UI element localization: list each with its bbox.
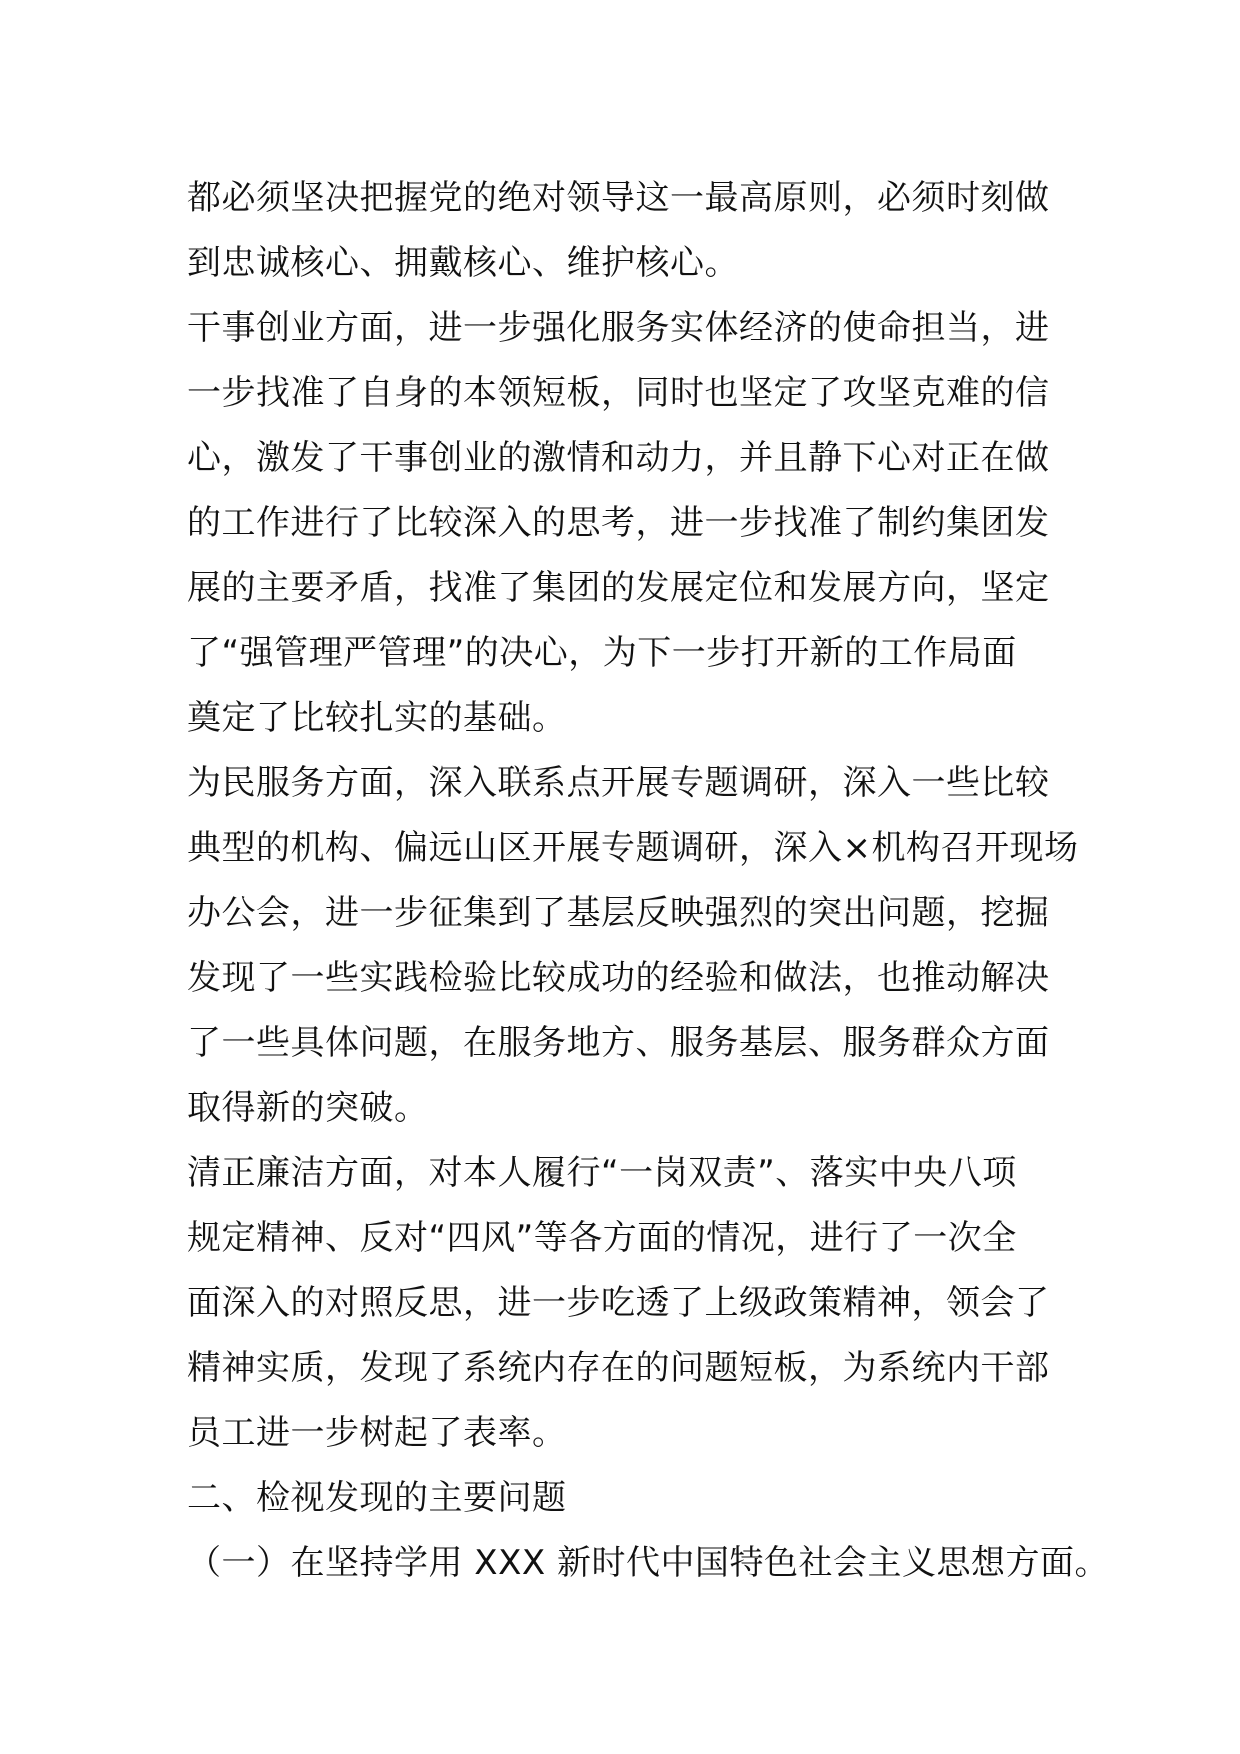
- text-line: 取得新的突破。: [187, 1088, 429, 1128]
- text-line: 奠定了比较扎实的基础。: [187, 698, 567, 738]
- text-line: 发现了一些实践检验比较成功的经验和做法，也推动解决: [187, 958, 1050, 998]
- text-line: 展的主要矛盾，找准了集团的发展定位和发展方向，坚定: [187, 568, 1050, 608]
- text-line: 面深入的对照反思，进一步吃透了上级政策精神，领会了: [187, 1283, 1050, 1323]
- document-body: [187, 166, 1109, 1596]
- text-line: 典型的机构、偏远山区开展专题调研，深入×机构召开现场: [187, 828, 1079, 868]
- subsection-heading: （一）在坚持学用 XXX 新时代中国特色社会主义思想方面。: [187, 1543, 1109, 1583]
- text-line: 一步找准了自身的本领短板，同时也坚定了攻坚克难的信: [187, 373, 1050, 413]
- text-line: 了“强管理严管理”的决心，为下一步打开新的工作局面: [187, 633, 1017, 673]
- text-line: 精神实质，发现了系统内存在的问题短板，为系统内干部: [187, 1348, 1050, 1388]
- text-line: 办公会，进一步征集到了基层反映强烈的突出问题，挖掘: [187, 893, 1050, 933]
- text-line: 员工进一步树起了表率。: [187, 1413, 567, 1453]
- text-line: 规定精神、反对“四风”等各方面的情况，进行了一次全: [187, 1218, 1017, 1258]
- text-line: 都必须坚决把握党的绝对领导这一最高原则，必须时刻做: [187, 178, 1050, 218]
- text-line: 为民服务方面，深入联系点开展专题调研，深入一些比较: [187, 763, 1050, 803]
- section-heading: 二、检视发现的主要问题: [187, 1478, 567, 1518]
- text-line: 的工作进行了比较深入的思考，进一步找准了制约集团发: [187, 503, 1050, 543]
- text-line: 心，激发了干事创业的激情和动力，并且静下心对正在做: [187, 438, 1050, 478]
- text-line: 到忠诚核心、拥戴核心、维护核心。: [187, 243, 739, 283]
- text-line: 清正廉洁方面，对本人履行“一岗双责”、落实中央八项: [187, 1153, 1017, 1193]
- text-line: 干事创业方面，进一步强化服务实体经济的使命担当，进: [187, 308, 1050, 348]
- text-line: 了一些具体问题，在服务地方、服务基层、服务群众方面: [187, 1023, 1050, 1063]
